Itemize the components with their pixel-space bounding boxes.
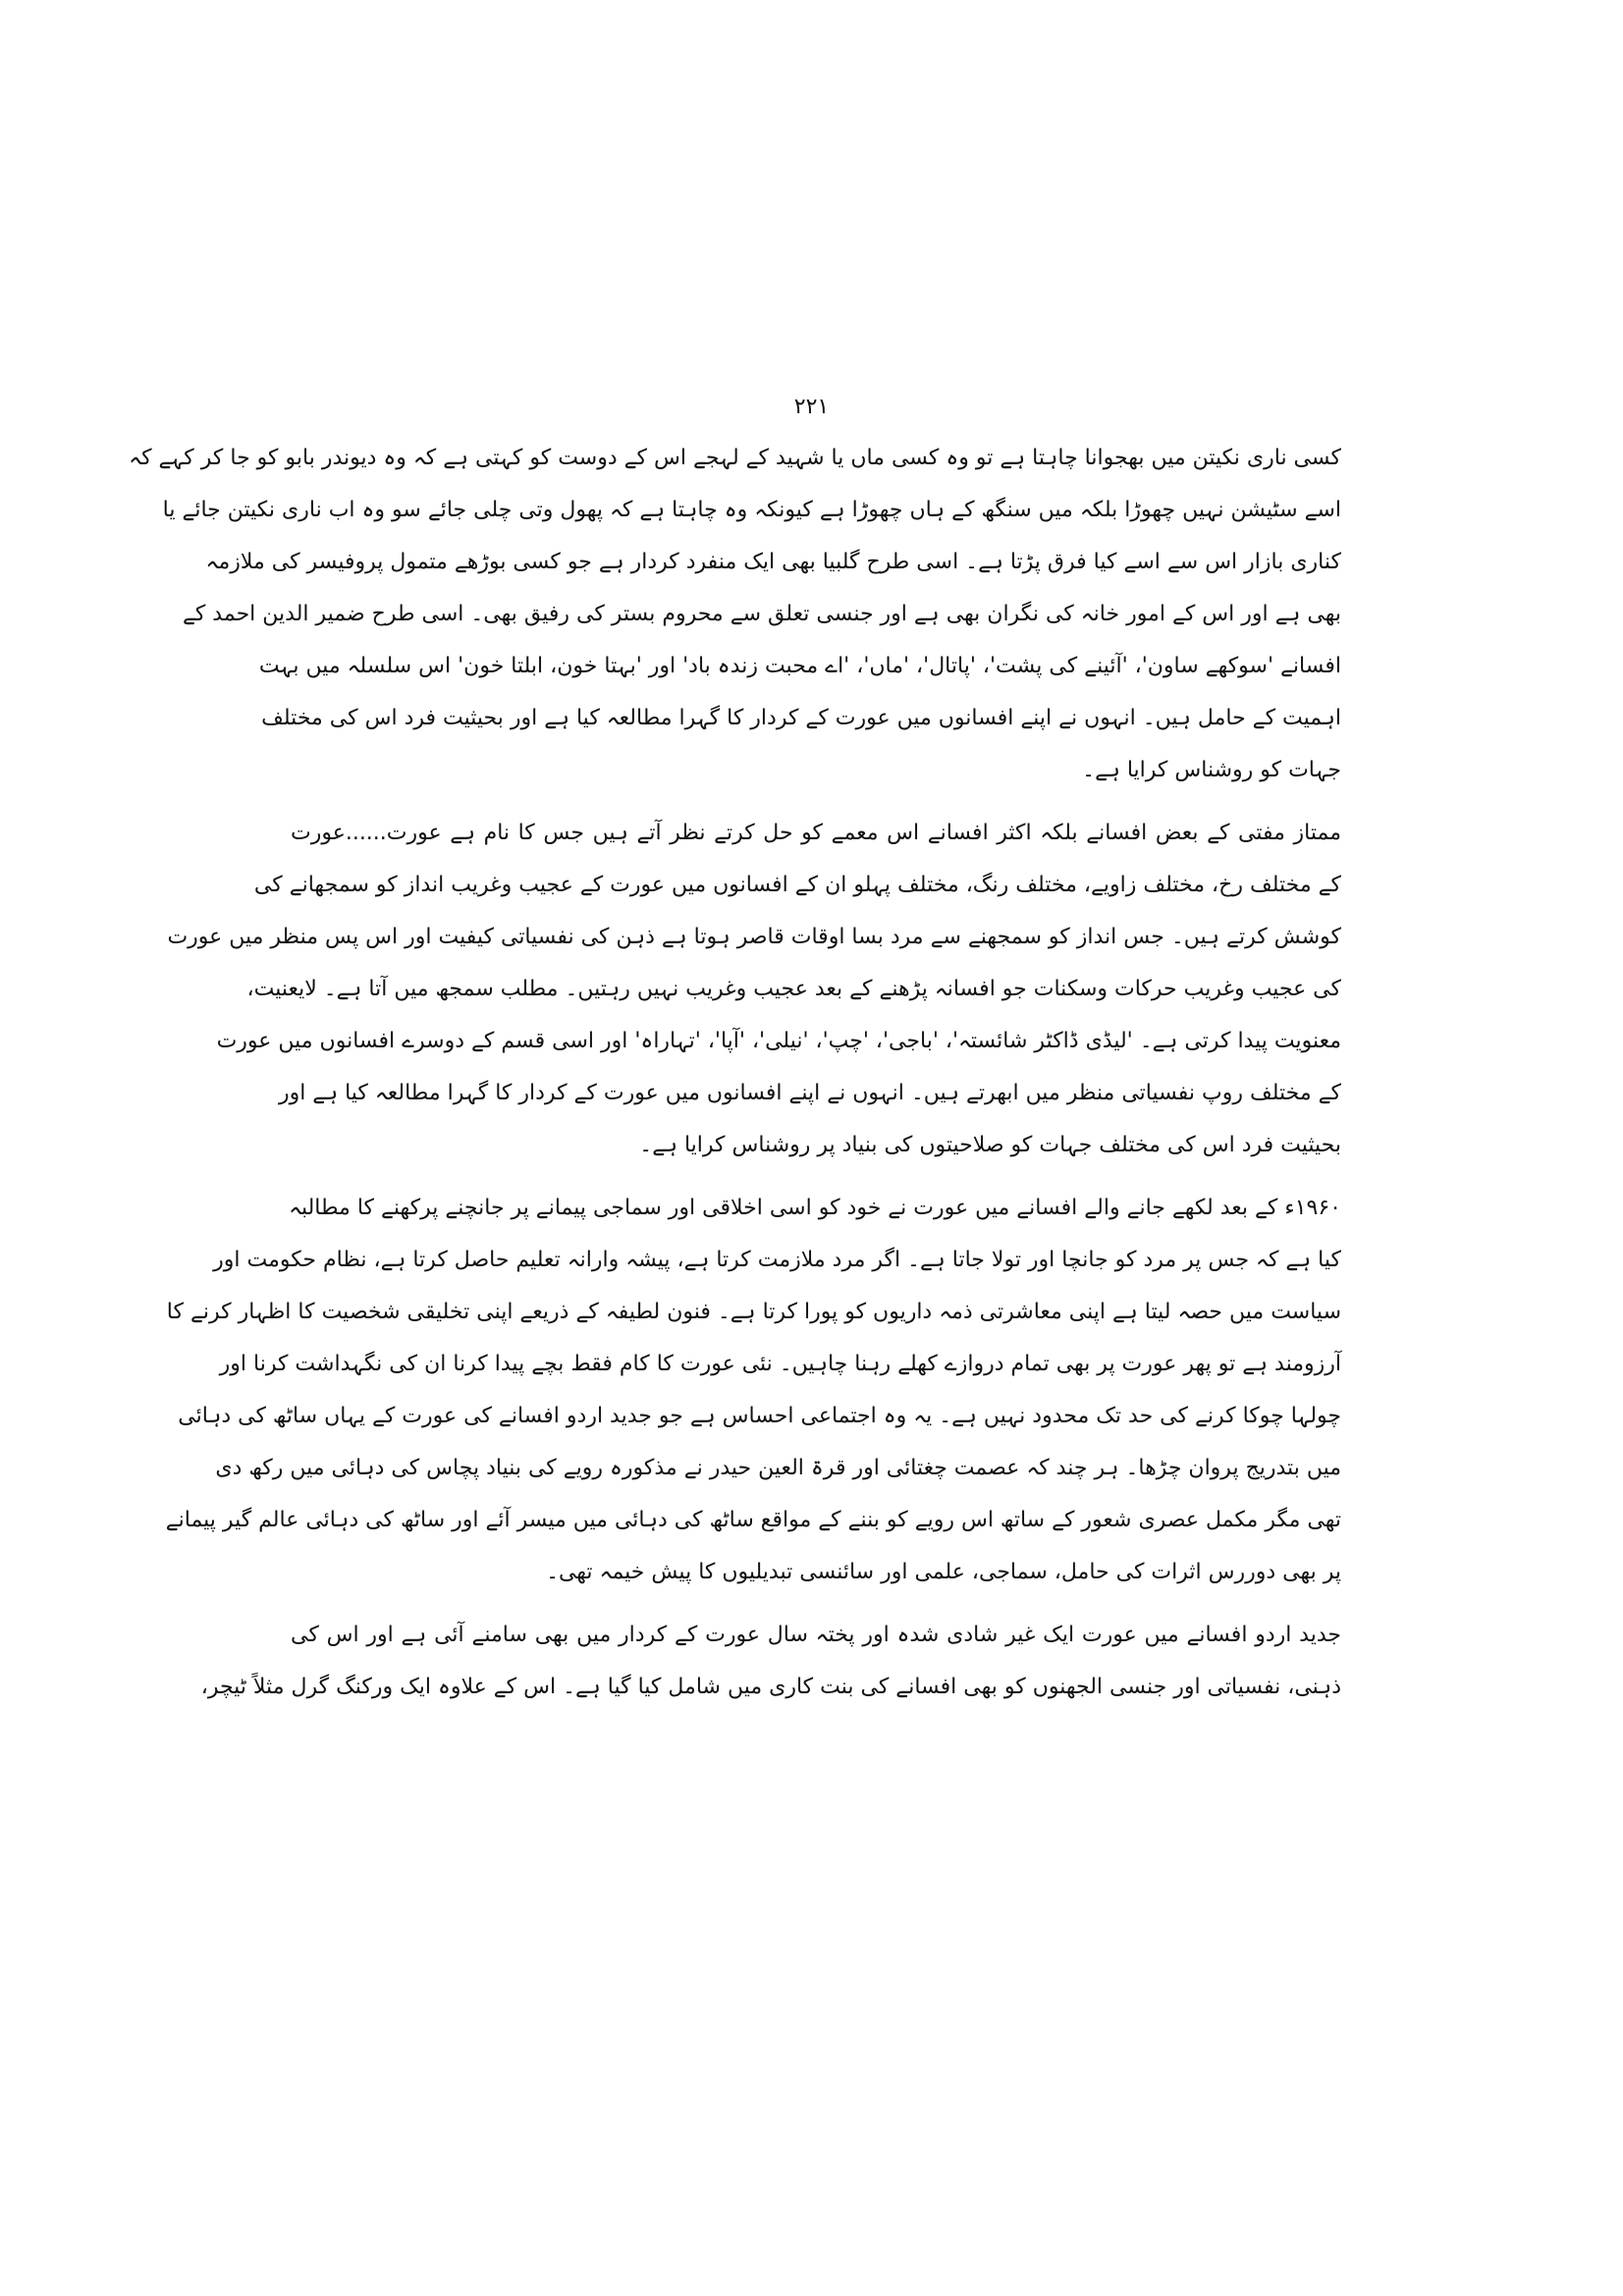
body-text: [129, 432, 1341, 1724]
text-line: آرزومند ہے تو پھر عورت پر بھی تمام دروازے کھلے رہنا چاہیں۔ نئی عورت کا کام فقط بچے پیدا کرنا ان کی نگہداشت کرنا اور: [219, 1352, 1341, 1376]
text-line: کیا ہے کہ جس پر مرد کو جانچا اور تولا جاتا ہے۔ اگر مرد ملازمت کرتا ہے، پیشہ وارانہ تعلیم حاصل کرتا ہے، نظام حکومت اور: [213, 1248, 1341, 1272]
text-line: تھی مگر مکمل عصری شعور کے ساتھ اس رویے کو بننے کے مواقع ساٹھ کی دہائی میں میسر آئے اور ساٹھ کی دہائی عالم گیر پیمانے: [165, 1508, 1341, 1532]
text-line: کناری بازار اس سے اسے کیا فرق پڑتا ہے۔ اسی طرح گلبیا بھی ایک منفرد کردار ہے جو کسی بوڑھے متمول پروفیسر کی ملازمہ: [205, 550, 1341, 574]
page-number: ۲۲۱: [793, 395, 830, 419]
text-line: ممتاز مفتی کے بعض افسانے بلکہ اکثر افسانے اس معمے کو حل کرتے نظر آتے ہیں جس کا نام ہے عورت......عورت: [291, 821, 1341, 845]
paragraph-2: [167, 807, 1341, 1171]
text-line: معنویت پیدا کرتی ہے۔ 'لیڈی ڈاکٹر شائستہ'، 'باجی'، 'چپ'، 'نیلی'، 'آپا'، 'تہاراہ' اور اسی قسم کے دوسرے افسانوں میں عورت: [216, 1029, 1341, 1053]
text-line: جدید اردو افسانے میں عورت ایک غیر شادی شدہ اور پختہ سال عورت کے کردار میں بھی سامنے آئی ہے اور اس کی: [291, 1623, 1341, 1647]
text-line: کی عجیب وغریب حرکات وسکنات جو افسانہ پڑھنے کے بعد عجیب وغریب نہیں رہتیں۔ مطلب سمجھ میں آتا ہے۔ لایعنیت،: [246, 977, 1341, 1001]
paragraph-4: [200, 1609, 1341, 1713]
text-line: جہات کو روشناس کرایا ہے۔: [1082, 758, 1341, 782]
text-line: چولہا چوکا کرنے کی حد تک محدود نہیں ہے۔ یہ وہ اجتماعی احساس ہے جو جدید اردو افسانے کی عورت کے یہاں ساٹھ کی دہائی: [178, 1404, 1341, 1428]
text-line: اسے سٹیشن نہیں چھوڑا بلکہ میں سنگھ کے ہاں چھوڑا ہے کیونکہ وہ چاہتا ہے کہ پھول وتی چلی جائے سو وہ اب ناری نکیتن جائے یا: [162, 498, 1341, 522]
text-line: کے مختلف رخ، مختلف زاویے، مختلف رنگ، مختلف پہلو ان کے افسانوں میں عورت کے عجیب وغریب انداز کو سمجھانے کی: [253, 873, 1341, 897]
text-line: بھی ہے اور اس کے امور خانہ کی نگران بھی ہے اور جنسی تعلق سے محروم بستر کی رفیق بھی۔ اسی طرح ضمیر الدین احمد کے: [182, 602, 1341, 626]
text-line: کوشش کرتے ہیں۔ جس انداز کو سمجھنے سے مرد بسا اوقات قاصر ہوتا ہے ذہن کی نفسیاتی کیفیت اور اس پس منظر میں عورت: [167, 925, 1341, 949]
text-line: بحیثیت فرد اس کی مختلف جہات کو صلاحیتوں کی بنیاد پر روشناس کرایا ہے۔: [639, 1133, 1341, 1157]
text-line: کے مختلف روپ نفسیاتی منظر میں ابھرتے ہیں۔ انہوں نے اپنے افسانوں میں عورت کے کردار کا گہرا مطالعہ کیا ہے اور: [278, 1081, 1341, 1105]
text-line: پر بھی دوررس اثرات کی حامل، سماجی، علمی اور سائنسی تبدیلیوں کا پیش خیمہ تھی۔: [546, 1560, 1341, 1584]
text-line: افسانے 'سوکھے ساون'، 'آئینے کی پشت'، 'پاتال'، 'ماں'، 'اے محبت زندہ باد' اور 'بہتا خون، ابلتا خون' اس سلسلہ میں بہت: [258, 654, 1341, 678]
text-line: کسی ناری نکیتن میں بھجوانا چاہتا ہے تو وہ کسی ماں یا شہید کے لہجے اس کے دوست کو کہتی ہے کہ وہ دیوندر بابو کو جا کر کہے کہ: [129, 446, 1341, 470]
paragraph-3: [165, 1182, 1341, 1598]
text-line: ۱۹۶۰ء کے بعد لکھے جانے والے افسانے میں عورت نے خود کو اسی اخلاقی اور سماجی پیمانے پر جانچنے پرکھنے کا مطالبہ: [289, 1196, 1341, 1220]
paragraph-1: [129, 432, 1341, 796]
text-line: سیاست میں حصہ لیتا ہے اپنی معاشرتی ذمہ داریوں کو پورا کرتا ہے۔ فنون لطیفہ کے ذریعے اپنی تخلیقی شخصیت کا اظہار کرنے کا: [166, 1300, 1341, 1324]
text-line: میں بتدریج پروان چڑھا۔ ہر چند کہ عصمت چغتائی اور قرۃ العین حیدر نے مذکورہ رویے کی بنیاد پچاس کی دہائی میں رکھ دی: [215, 1456, 1341, 1480]
text-line: ذہنی، نفسیاتی اور جنسی الجھنوں کو بھی افسانے کی بنت کاری میں شامل کیا گیا ہے۔ اس کے علاوہ ایک ورکنگ گرل مثلاً ٹیچر،: [200, 1675, 1341, 1699]
text-line: اہمیت کے حامل ہیں۔ انہوں نے اپنے افسانوں میں عورت کے کردار کا گہرا مطالعہ کیا ہے اور بحیثیت فرد اس کی مختلف: [261, 706, 1341, 730]
